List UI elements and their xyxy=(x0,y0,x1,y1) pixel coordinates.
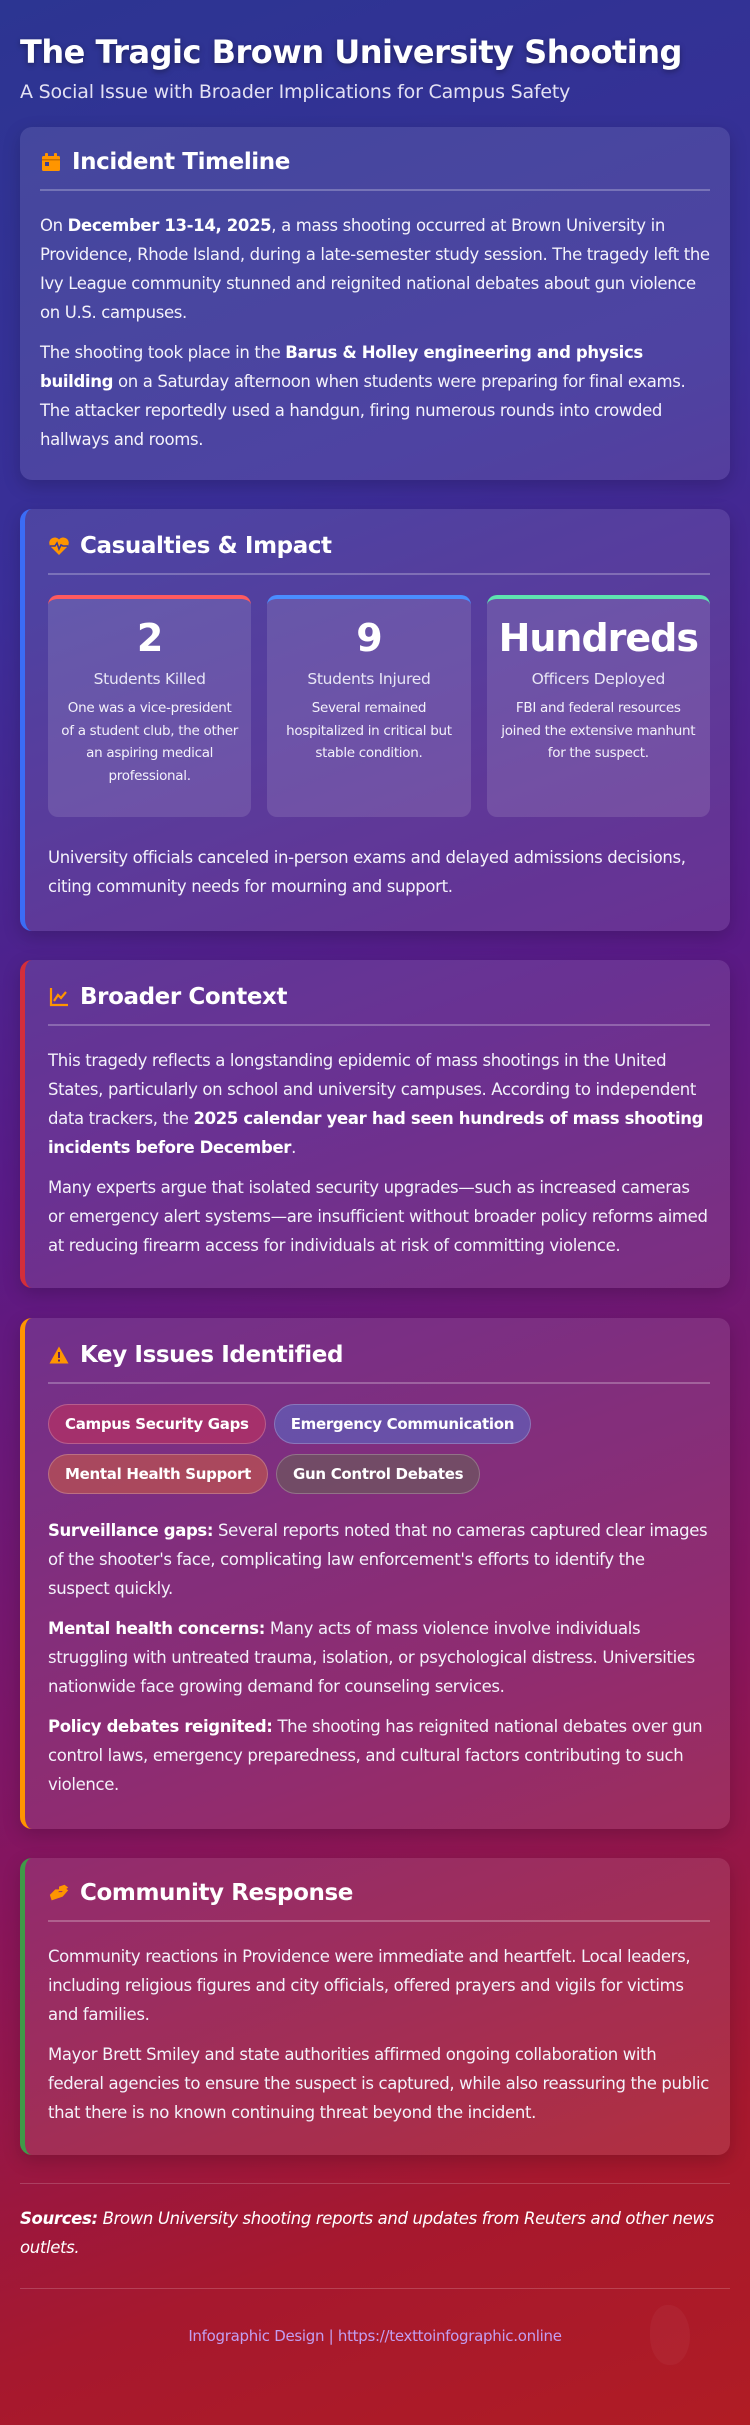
text: Several reports noted that no cameras captured clear images of the shooter's face, complicating law enforcement's efforts to identify the suspect quickly. xyxy=(48,1521,708,1598)
card-title: Community Response xyxy=(80,1880,353,1906)
issue-surveillance xyxy=(48,1516,710,1603)
card-header xyxy=(48,982,710,1026)
sources-note xyxy=(20,2183,730,2289)
stat-card-officers xyxy=(487,595,710,817)
footer-credit[interactable]: Infographic Design | https://texttoinfographic.online xyxy=(188,2327,562,2345)
text: . xyxy=(291,1138,296,1157)
stats-row xyxy=(48,595,710,817)
sources-label: Sources: xyxy=(20,2209,98,2228)
context-paragraph-2: Many experts argue that isolated security upgrades—such as increased cameras or emergency alert systems—are insufficient without broader policy reforms aimed at reducing firearm access for individuals at risk of committing violence. xyxy=(48,1178,708,1255)
stat-value: 2 xyxy=(136,616,163,660)
text: Many acts of mass violence involve individuals struggling with untreated trauma, isolation, or psychological distress. Universities nationwide face growing demand for counseling services. xyxy=(48,1619,695,1696)
context-paragraph-1 xyxy=(48,1046,710,1162)
page-header xyxy=(20,28,730,106)
card-title: Broader Context xyxy=(80,984,288,1010)
stat-label: Officers Deployed xyxy=(531,670,665,688)
stat-label: Students Killed xyxy=(93,670,206,688)
issue-heading: Mental health concerns: xyxy=(48,1619,265,1638)
highlight-building: Barus & Holley engineering and physics building xyxy=(40,343,643,391)
stat-description: Several remained hospitalized in critical but stable condition. xyxy=(286,700,452,761)
text: This tragedy reflects a longstanding epidemic of mass shootings in the United States, particularly on school and university campuses. According to independent data trackers, the xyxy=(48,1051,696,1128)
community-response-card xyxy=(20,1858,730,2155)
text: The shooting took place in the xyxy=(40,343,286,362)
casualties-summary: University officials canceled in-person exams and delayed admissions decisions, citing community needs for mourning and support. xyxy=(48,848,686,896)
text: The shooting has reignited national debates over gun control laws, emergency preparedness, and cultural factors contributing to such violence. xyxy=(48,1717,703,1794)
tag-emergency-communication: Emergency Communication xyxy=(274,1404,531,1444)
issue-heading: Policy debates reignited: xyxy=(48,1717,273,1736)
card-header xyxy=(40,147,710,191)
stat-value: Hundreds xyxy=(498,616,699,660)
highlight-stat: 2025 calendar year had seen hundreds of mass shooting incidents before December xyxy=(48,1109,704,1157)
text: On xyxy=(40,216,68,235)
tag-mental-health-support: Mental Health Support xyxy=(48,1454,268,1494)
issue-policy xyxy=(48,1712,710,1799)
page-subtitle: A Social Issue with Broader Implications for Campus Safety xyxy=(20,81,571,103)
line-chart-icon xyxy=(48,986,70,1008)
card-header xyxy=(48,1878,710,1922)
calendar-icon xyxy=(40,151,62,173)
issue-heading: Surveillance gaps: xyxy=(48,1521,214,1540)
community-paragraph-1: Community reactions in Providence were immediate and heartfelt. Local leaders, including religious figures and city officials, offered prayers and vigils for victims and families. xyxy=(48,1947,691,2024)
tag-campus-security-gaps: Campus Security Gaps xyxy=(48,1404,266,1444)
card-header xyxy=(48,531,710,575)
card-header xyxy=(48,1340,710,1384)
stat-card-killed xyxy=(48,595,251,817)
timeline-paragraph-2 xyxy=(40,338,710,454)
text: on a Saturday afternoon when students were preparing for final exams. The attacker reportedly used a handgun, firing numerous rounds into crowded hallways and rooms. xyxy=(40,372,686,449)
heart-pulse-icon xyxy=(48,535,70,557)
text: , a mass shooting occurred at Brown University in Providence, Rhode Island, during a late-semester study session. The tragedy left the Ivy League community stunned and reignited national debates about gun violence on U.S. campuses. xyxy=(40,216,710,322)
sources-text: Brown University shooting reports and updates from Reuters and other news outlets. xyxy=(20,2209,714,2257)
page-title: The Tragic Brown University Shooting xyxy=(20,33,682,71)
casualties-card xyxy=(20,509,730,931)
tag-gun-control-debates: Gun Control Debates xyxy=(276,1454,480,1494)
decorative-blob xyxy=(650,2305,690,2365)
key-issues-card xyxy=(20,1318,730,1829)
community-paragraph-2: Mayor Brett Smiley and state authorities affirmed ongoing collaboration with federal agencies to ensure the suspect is captured, while also reassuring the public that there is no known continuing threat beyond the incident. xyxy=(48,2045,709,2122)
stat-description: One was a vice-president of a student club, the other an aspiring medical professional. xyxy=(61,700,238,784)
card-title: Key Issues Identified xyxy=(80,1342,344,1368)
incident-timeline-card xyxy=(20,127,730,480)
issue-mental-health xyxy=(48,1614,710,1701)
card-title: Casualties & Impact xyxy=(80,533,332,559)
highlight-date: December 13-14, 2025 xyxy=(67,216,272,235)
stat-label: Students Injured xyxy=(307,670,431,688)
handshake-icon xyxy=(48,1882,70,1904)
stat-card-injured xyxy=(267,595,470,817)
stat-description: FBI and federal resources joined the extensive manhunt for the suspect. xyxy=(501,700,696,761)
card-title: Incident Timeline xyxy=(72,149,290,175)
stat-value: 9 xyxy=(356,616,382,660)
issue-tags xyxy=(48,1404,568,1494)
timeline-paragraph-1 xyxy=(40,211,710,327)
warning-icon xyxy=(48,1344,70,1366)
broader-context-card xyxy=(20,960,730,1288)
